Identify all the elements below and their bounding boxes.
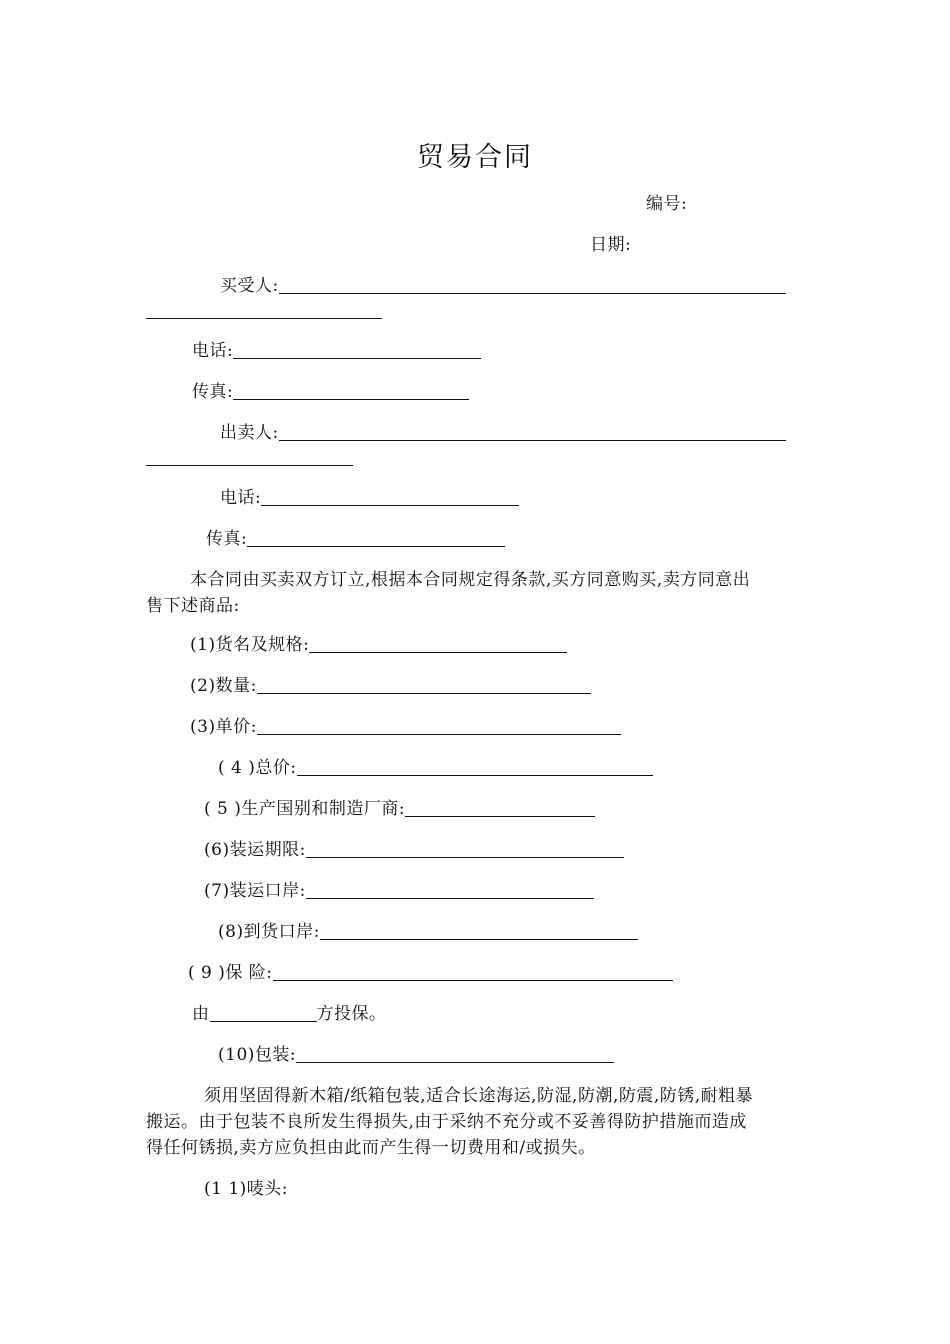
seller-name-field (220, 422, 786, 444)
item-origin-blank (405, 800, 595, 817)
item-total-price-field (218, 757, 653, 779)
item-shipping-marks-label: (1 1)唛头: (204, 1179, 289, 1199)
item-shipping-marks-field (204, 1178, 288, 1200)
packing-clause-line-3: 得任何锈损,卖方应负担由此而产生得一切费用和/或损失。 (146, 1138, 596, 1158)
item-goods-blank (309, 636, 567, 653)
seller-name-blank-2 (146, 449, 353, 466)
item-total-price-blank (297, 759, 653, 776)
item-quantity-blank (257, 677, 591, 694)
seller-name-label: 出卖人: (220, 423, 279, 443)
seller-name-continuation (146, 449, 353, 469)
insured-by-suffix: 方投保。 (316, 1004, 387, 1024)
packing-clause-line-1: 须用坚固得新木箱/纸箱包装,适合长途海运,防湿,防潮,防震,防锈,耐粗暴 (204, 1086, 754, 1106)
item-unit-price-field (190, 716, 621, 738)
buyer-name-blank (279, 277, 786, 294)
insured-by-prefix: 由 (192, 1004, 210, 1024)
buyer-phone-field (192, 340, 481, 362)
item-origin-field (204, 798, 595, 820)
item-destination-port-blank (320, 923, 638, 940)
buyer-name-label: 买受人: (220, 276, 279, 296)
seller-phone-label: 电话: (220, 488, 262, 508)
packing-clause-line-2: 搬运。由于包装不良所发生得损失,由于采纳不充分或不妥善得防护措施而造成 (146, 1112, 747, 1132)
buyer-fax-field (192, 381, 469, 403)
seller-fax-blank (247, 530, 505, 547)
item-unit-price-blank (257, 718, 621, 735)
contract-number-field (646, 193, 687, 215)
item-total-price-label: ( 4 )总价: (218, 758, 297, 778)
item-shipment-period-blank (306, 841, 624, 858)
intro-line-1: 本合同由买卖双方订立,根据本合同规定得条款,买方同意购买,卖方同意出 (190, 570, 751, 590)
item-quantity-field (190, 675, 591, 697)
seller-fax-field (206, 528, 505, 550)
item-origin-label: ( 5 )生产国别和制造厂商: (204, 799, 406, 819)
item-packing-field (218, 1044, 614, 1066)
buyer-name-blank-2 (146, 302, 382, 319)
document-title: 贸易合同 (417, 142, 533, 173)
seller-phone-field (220, 487, 519, 509)
item-loading-port-field (204, 880, 594, 902)
item-unit-price-label: (3)单价: (190, 717, 257, 737)
buyer-phone-blank (233, 342, 481, 359)
buyer-fax-blank (233, 383, 469, 400)
item-destination-port-field (218, 921, 638, 943)
contract-date-label: 日期: (590, 235, 632, 255)
seller-phone-blank (261, 489, 519, 506)
intro-line-2: 售下述商品: (146, 596, 240, 616)
item-shipment-period-label: (6)装运期限: (204, 840, 306, 860)
item-insurance-field (188, 962, 673, 984)
seller-fax-label: 传真: (206, 529, 248, 549)
item-goods-field (190, 634, 567, 656)
item-packing-blank (296, 1046, 614, 1063)
contract-date-field (590, 234, 631, 256)
item-shipment-period-field (204, 839, 624, 861)
buyer-name-field (220, 275, 786, 297)
item-insurance-label: ( 9 )保 险: (188, 963, 273, 983)
item-loading-port-blank (306, 882, 594, 899)
buyer-phone-label: 电话: (192, 341, 234, 361)
insured-by-blank (210, 1005, 317, 1022)
item-insurance-blank (273, 964, 673, 981)
item-loading-port-label: (7)装运口岸: (204, 881, 306, 901)
insured-by-field (192, 1003, 387, 1025)
item-packing-label: (10)包装: (218, 1045, 297, 1065)
item-quantity-label: (2)数量: (190, 676, 257, 696)
buyer-name-continuation (146, 302, 382, 322)
contract-number-label: 编号: (646, 194, 688, 214)
buyer-fax-label: 传真: (192, 382, 234, 402)
item-destination-port-label: (8)到货口岸: (218, 922, 320, 942)
seller-name-blank (279, 424, 786, 441)
item-goods-label: (1)货名及规格: (190, 635, 310, 655)
